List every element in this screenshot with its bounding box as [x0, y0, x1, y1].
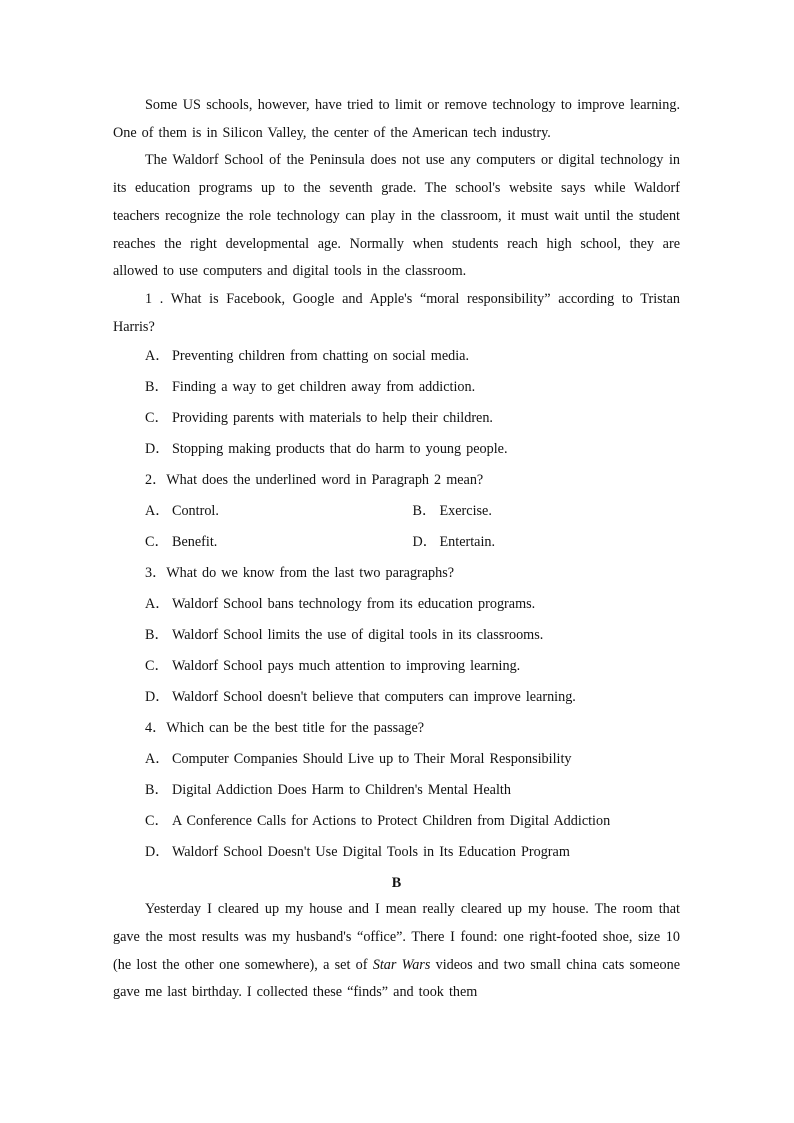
question-1-option-d: [113, 434, 680, 465]
option-letter: D．: [145, 441, 170, 458]
option-letter: D．: [145, 689, 170, 706]
question-1-option-b: [113, 372, 680, 403]
question-2-option-b: [413, 496, 681, 527]
question-2-options-row-2: [113, 527, 680, 558]
question-2-text: 2．What does the underlined word in Paragraph 2 mean?: [145, 472, 484, 489]
question-4-option-d: [113, 837, 680, 868]
question-4-option-a: [113, 744, 680, 775]
paragraph-a-1: Some US schools, however, have tried to limit or remove technology to improve learning. One of them is in Silicon Valley, the center of the American tech industry.: [113, 97, 680, 141]
document-page: [113, 92, 680, 1007]
option-text: Finding a way to get children away from addiction.: [172, 379, 476, 396]
option-text: Waldorf School limits the use of digital tools in its classrooms.: [172, 627, 544, 644]
option-text: Computer Companies Should Live up to Their Moral Responsibility: [172, 751, 572, 768]
question-1-text: 1 . What is Facebook, Google and Apple's “moral responsibility” according to Tristan Harris?: [113, 290, 680, 335]
option-letter: A．: [145, 596, 170, 613]
question-2-option-c: [145, 527, 413, 558]
option-letter: C．: [145, 813, 169, 830]
option-letter: D．: [412, 534, 437, 551]
paragraph-b-text-start: Yesterday I cleared up my house and I mean really cleared up my house. The room that gave the most results was my husband's “office”. There I found: one right-footed shoe, size 10 (he lost the other one somewhere), a set of: [113, 901, 680, 973]
question-4-text: 4．Which can be the best title for the passage?: [145, 720, 425, 737]
question-2-option-d: [413, 527, 681, 558]
option-text: Benefit.: [172, 534, 218, 551]
option-letter: A．: [145, 503, 170, 520]
option-letter: C．: [145, 534, 169, 551]
question-4-option-c: [113, 806, 680, 837]
question-4-option-b: [113, 775, 680, 806]
option-letter: D．: [145, 844, 170, 861]
option-text: Digital Addiction Does Harm to Children's Mental Health: [172, 782, 511, 799]
question-3-option-b: [113, 620, 680, 651]
film-title: Star Wars: [372, 956, 431, 973]
option-letter: B．: [145, 379, 169, 396]
option-letter: B．: [145, 627, 169, 644]
paragraph-a-2: The Waldorf School of the Peninsula does not use any computers or digital technology in its education programs up to the seventh grade. The school's website says while Waldorf teachers recognize the role technology can play in the classroom, it must wait until the student reaches the right developmental age. Normally when students reach high school, they are allowed to use computers and digital tools in the classroom.: [113, 152, 680, 280]
option-text: Exercise.: [439, 503, 492, 520]
option-text: A Conference Calls for Actions to Protect Children from Digital Addiction: [172, 813, 611, 830]
section-heading-b: B: [391, 875, 402, 892]
option-text: Stopping making products that do harm to young people.: [172, 441, 508, 458]
option-letter: A．: [145, 348, 170, 365]
option-text: Entertain.: [439, 534, 496, 551]
option-text: Waldorf School Doesn't Use Digital Tools in Its Education Program: [172, 844, 570, 861]
paragraph-b-1: [113, 896, 680, 1007]
option-text: Preventing children from chatting on social media.: [172, 348, 470, 365]
question-1-option-a: [113, 341, 680, 372]
question-3-option-c: [113, 651, 680, 682]
option-text: Control.: [172, 503, 219, 520]
paragraph-b-text-end: videos and two small china cats someone gave me last birthday. I collected these “finds” and took them: [113, 956, 680, 1001]
option-text: Waldorf School doesn't believe that computers can improve learning.: [172, 689, 576, 706]
question-3-option-a: [113, 589, 680, 620]
question-2-options-row-1: [113, 496, 680, 527]
question-2-option-a: [145, 496, 413, 527]
option-text: Waldorf School bans technology from its education programs.: [172, 596, 536, 613]
option-letter: B．: [412, 503, 437, 520]
option-letter: C．: [145, 410, 169, 427]
option-letter: A．: [145, 751, 170, 768]
option-text: Waldorf School pays much attention to improving learning.: [172, 658, 521, 675]
option-text: Providing parents with materials to help their children.: [172, 410, 493, 427]
question-1-option-c: [113, 403, 680, 434]
option-letter: B．: [145, 782, 169, 799]
question-3-option-d: [113, 682, 680, 713]
question-3-text: 3．What do we know from the last two paragraphs?: [145, 565, 455, 582]
option-letter: C．: [145, 658, 169, 675]
